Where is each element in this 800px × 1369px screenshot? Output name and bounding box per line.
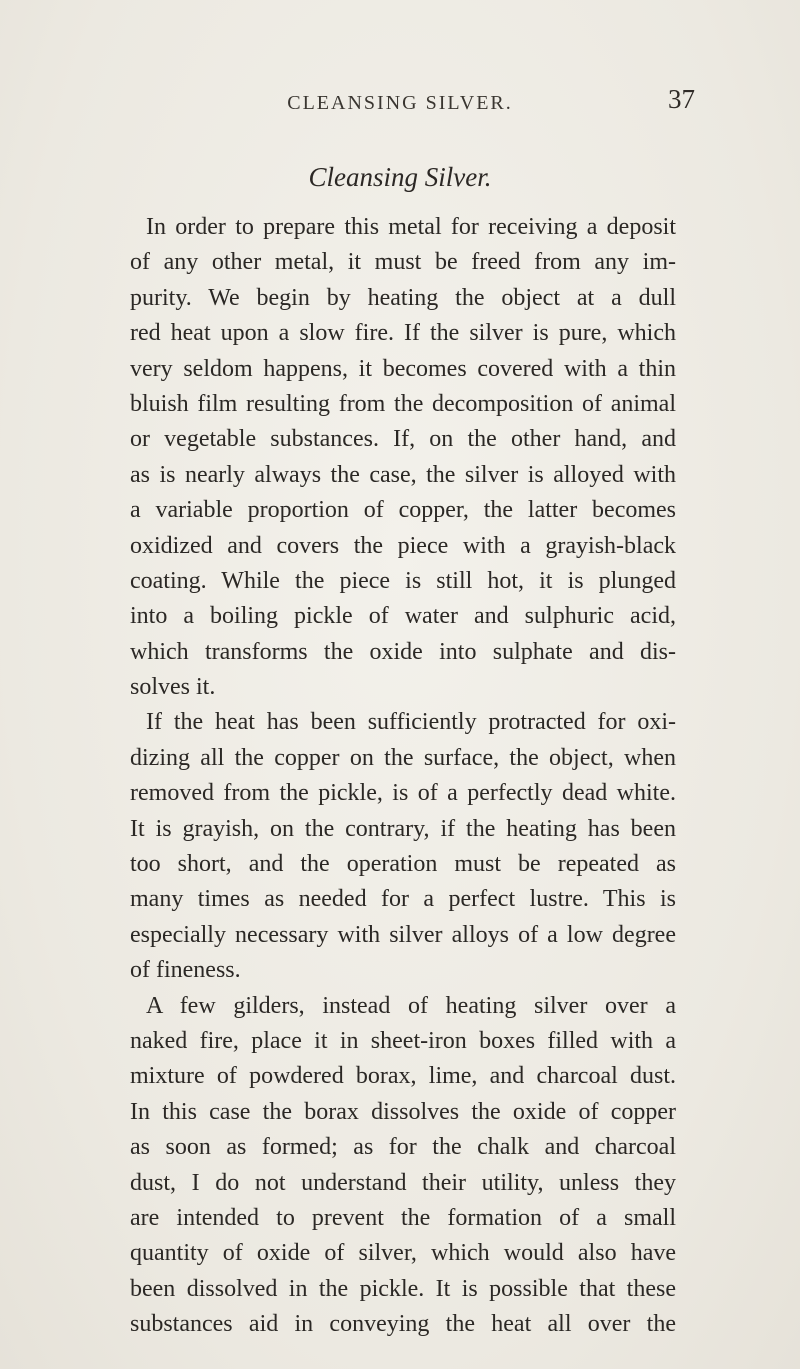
text-line: very seldom happens, it becomes covered with a thin bbox=[130, 355, 676, 382]
text-line: naked fire, place it in sheet-iron boxes filled with a bbox=[130, 1027, 676, 1054]
text-line: of fineness. bbox=[130, 957, 241, 984]
text-line: been dissolved in the pickle. It is possible that these bbox=[130, 1275, 676, 1302]
text-line: solves it. bbox=[130, 674, 216, 701]
running-title: CLEANSING SILVER. bbox=[287, 92, 513, 114]
text-line: into a boiling pickle of water and sulphuric acid, bbox=[130, 603, 676, 630]
body-text bbox=[130, 210, 676, 1343]
text-line: of any other metal, it must be freed from any im- bbox=[130, 249, 676, 276]
text-line: which transforms the oxide into sulphate and dis- bbox=[130, 638, 676, 665]
text-line: as soon as formed; as for the chalk and charcoal bbox=[130, 1134, 676, 1161]
page-number: 37 bbox=[668, 84, 695, 114]
text-line: A few gilders, instead of heating silver over a bbox=[146, 992, 676, 1019]
text-line: removed from the pickle, is of a perfectly dead white. bbox=[130, 780, 676, 807]
text-line: red heat upon a slow fire. If the silver is pure, which bbox=[130, 320, 676, 347]
text-line: coating. While the piece is still hot, it is plunged bbox=[130, 567, 676, 594]
text-line: especially necessary with silver alloys of a low degree bbox=[130, 921, 676, 948]
text-line: oxidized and covers the piece with a grayish-black bbox=[130, 532, 676, 559]
text-line: a variable proportion of copper, the latter becomes bbox=[130, 497, 676, 524]
text-line: bluish film resulting from the decomposition of animal bbox=[130, 390, 676, 417]
text-line: too short, and the operation must be repeated as bbox=[130, 851, 676, 878]
section-title: Cleansing Silver. bbox=[308, 162, 492, 192]
text-line: or vegetable substances. If, on the other hand, and bbox=[130, 426, 676, 453]
text-line: mixture of powdered borax, lime, and charcoal dust. bbox=[130, 1063, 676, 1090]
text-line: dust, I do not understand their utility, unless they bbox=[130, 1169, 676, 1196]
text-line: dizing all the copper on the surface, the object, when bbox=[130, 744, 676, 771]
text-line: quantity of oxide of silver, which would also have bbox=[130, 1240, 676, 1267]
text-line: purity. We begin by heating the object at a dull bbox=[130, 284, 676, 311]
running-head bbox=[0, 84, 800, 128]
text-line: It is grayish, on the contrary, if the heating has been bbox=[130, 815, 676, 842]
text-line: If the heat has been sufficiently protracted for oxi- bbox=[146, 709, 676, 736]
text-line: as is nearly always the case, the silver is alloyed with bbox=[130, 461, 676, 488]
text-line: In order to prepare this metal for receiving a deposit bbox=[146, 214, 676, 240]
text-line: many times as needed for a perfect lustre. This is bbox=[130, 886, 676, 913]
text-line: are intended to prevent the formation of a small bbox=[130, 1204, 676, 1231]
text-line: In this case the borax dissolves the oxide of copper bbox=[130, 1098, 676, 1125]
text-line: substances aid in conveying the heat all over the bbox=[130, 1311, 676, 1338]
